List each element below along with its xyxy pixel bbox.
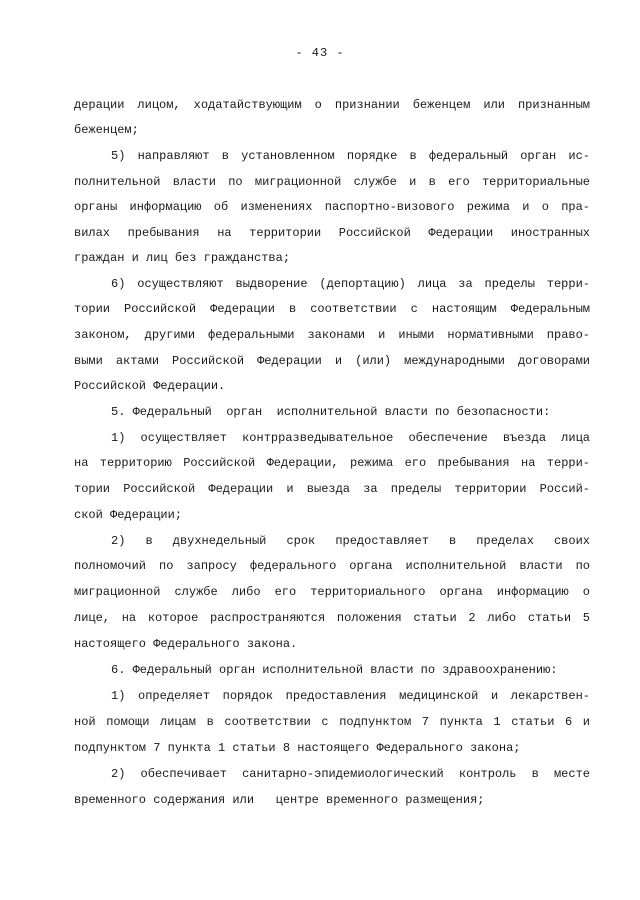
- text-line: тории Российской Федерации в соответствии с настоящим Федеральным: [74, 302, 590, 316]
- text-line: 2) обеспечивает санитарно-эпидемиологический контроль в месте: [111, 767, 590, 781]
- text-line: 1) определяет порядок предоставления медицинской и лекарствен-: [111, 689, 590, 703]
- text-line: полнительной власти по миграционной службе и в его территориальные: [74, 175, 590, 189]
- text-line: органы информацию об изменениях паспортно-визового режима и о пра-: [74, 200, 590, 214]
- text-line: настоящего Федерального закона.: [74, 637, 298, 651]
- text-line: подпунктом 7 пункта 1 статьи 8 настоящего Федерального закона;: [74, 741, 521, 755]
- text-line: граждан и лиц без гражданства;: [74, 251, 291, 265]
- text-line: выми актами Российской Федерации и (или) международными договорами: [74, 354, 590, 368]
- text-line: полномочий по запросу федерального органа исполнительной власти по: [74, 559, 590, 573]
- text-line: 1) осуществляет контрразведывательное обеспечение въезда лица: [111, 431, 590, 445]
- text-line: ской Федерации;: [74, 508, 183, 522]
- text-line: вилах пребывания на территории Российской Федерации иностранных: [74, 226, 590, 240]
- text-line: тории Российской Федерации и выезда за пределы территории Россий-: [74, 482, 590, 496]
- section-heading: 6. Федеральный орган исполнительной власти по здравоохранению:: [111, 663, 558, 677]
- text-line: 5) направляют в установленном порядке в федеральный орган ис-: [111, 149, 590, 163]
- section-heading: 5. Федеральный орган исполнительной власти по безопасности:: [111, 405, 551, 419]
- text-line: миграционной службе либо его территориального органа информацию о: [74, 585, 590, 599]
- text-line: беженцем;: [74, 123, 139, 137]
- text-line: ной помощи лицам в соответствии с подпунктом 7 пункта 1 статьи 6 и: [74, 715, 590, 729]
- text-line: законом, другими федеральными законами и иными нормативными право-: [74, 328, 590, 342]
- text-line: 2) в двухнедельный срок предоставляет в пределах своих: [111, 534, 590, 548]
- text-line: Российской Федерации.: [74, 379, 226, 393]
- page-number: - 43 -: [295, 46, 345, 60]
- text-line: на территорию Российской Федерации, режима его пребывания на терри-: [74, 456, 590, 470]
- text-line: лице, на которое распространяются положения статьи 2 либо статьи 5: [74, 611, 590, 625]
- text-line: 6) осуществляют выдворение (депортацию) лица за пределы терри-: [111, 277, 590, 291]
- text-line: дерации лицом, ходатайствующим о признании беженцем или признанным: [74, 98, 590, 112]
- text-line: временного содержания или центре временного размещения;: [74, 793, 485, 807]
